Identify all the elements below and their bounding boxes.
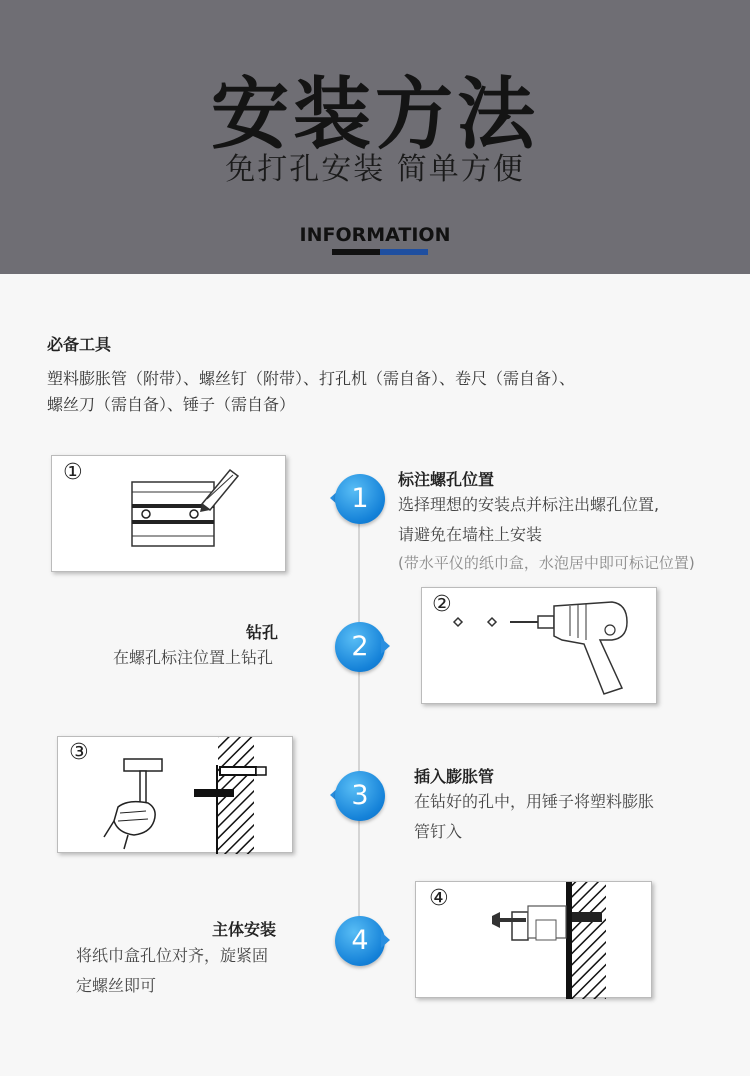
hammer-anchor-drawing [58, 737, 294, 854]
header-banner [0, 0, 750, 274]
mount-body-drawing [416, 882, 653, 999]
step-2-illustration [421, 587, 657, 704]
step-1-illustration [51, 455, 286, 572]
step-4-desc-line-1: 将纸巾盒孔位对齐，旋紧固 [76, 946, 269, 965]
step-1-badge: ① [63, 460, 83, 485]
information-label: INFORMATION [299, 224, 451, 246]
step-2-number: 2 [335, 622, 385, 672]
page-title: 安装方法 [210, 70, 539, 160]
step-2-pointer [381, 638, 390, 654]
step-3-badge: ③ [69, 740, 89, 765]
step-3-desc-line-2: 管钉入 [414, 822, 463, 841]
mark-holes-drawing [52, 456, 287, 573]
step-2-badge: ② [432, 592, 452, 617]
info-underline-dark [332, 249, 380, 255]
step-1-desc-line-2: 请避免在墙柱上安装 [398, 525, 543, 544]
step-1-note: (带水平仪的纸巾盒，水泡居中即可标记位置) [398, 554, 695, 572]
step-1-title: 标注螺孔位置 [398, 470, 495, 489]
step-4-desc [76, 941, 268, 1001]
tools-line-2: 螺丝刀（需自备）、锤子（需自备） [47, 395, 296, 414]
drill-holes-drawing [422, 588, 658, 705]
step-3-illustration [57, 736, 293, 853]
step-4-illustration [415, 881, 652, 998]
step-2-desc: 在螺孔标注位置上钻孔 [113, 648, 274, 667]
step-1-desc-line-1: 选择理想的安装点并标注出螺孔位置, [398, 495, 660, 514]
step-2-title: 钻孔 [246, 623, 279, 642]
step-3-desc [414, 787, 654, 847]
timeline-line [358, 478, 360, 958]
tools-title: 必备工具 [47, 335, 112, 354]
info-underline-blue [380, 249, 428, 255]
tools-list [47, 366, 687, 418]
step-1-number: 1 [335, 474, 385, 524]
step-3-number: 3 [335, 771, 385, 821]
step-4-badge: ④ [429, 886, 449, 911]
step-4-number: 4 [335, 916, 385, 966]
step-3-title: 插入膨胀管 [414, 767, 495, 786]
step-4-desc-line-2: 定螺丝即可 [76, 976, 157, 995]
page-subtitle: 免打孔安装 简单方便 [225, 152, 525, 187]
step-4-pointer [381, 932, 390, 948]
step-4-title: 主体安装 [212, 920, 277, 939]
step-1-desc [398, 490, 659, 550]
tools-line-1: 塑料膨胀管（附带）、螺丝钉（附带）、打孔机（需自备）、卷尺（需自备）、 [47, 369, 576, 388]
step-3-desc-line-1: 在钻好的孔中，用锤子将塑料膨胀 [414, 792, 655, 811]
